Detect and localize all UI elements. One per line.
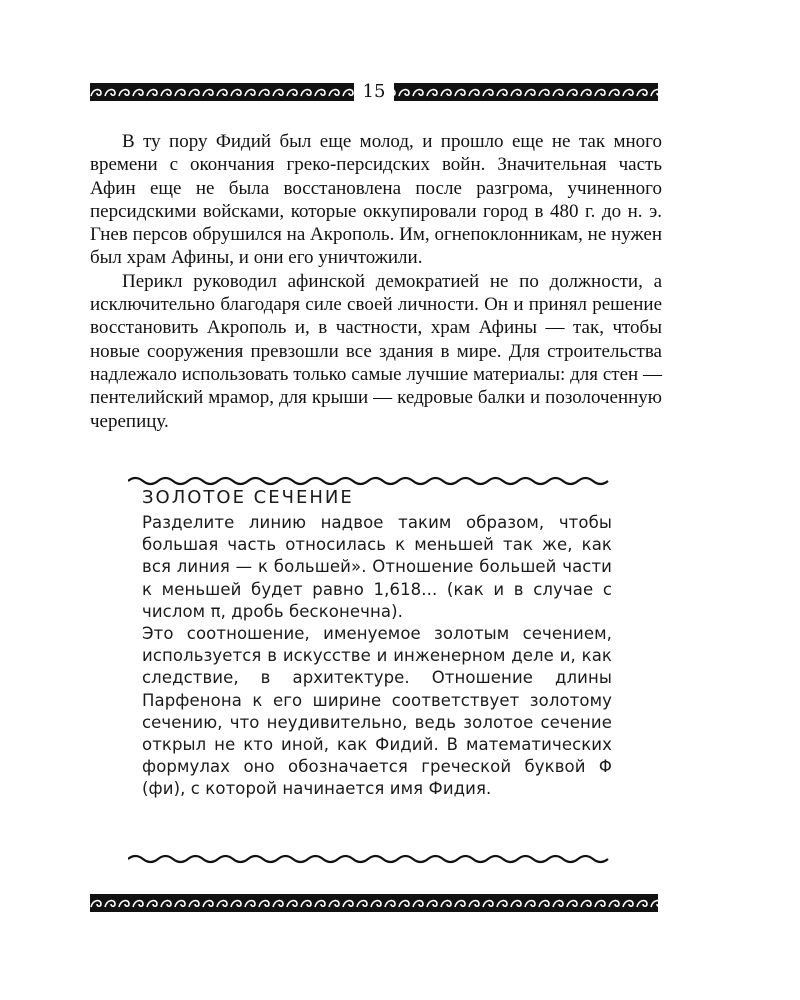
sidebar-paragraph-1: Разделите линию надвое таким образом, чтобы большая часть относилась к меньшей так же, как вся линия — к большей». Отношение большей части к меньшей будет равно 1,618... (как и в случае с числом π, дробь бесконечна). bbox=[142, 513, 612, 621]
sidebar-title: ЗОЛОТОЕ СЕЧЕНИЕ bbox=[142, 487, 354, 508]
page-number: 15 bbox=[354, 81, 394, 103]
bottom-ornament-border bbox=[90, 894, 658, 912]
sidebar-top-wave bbox=[128, 472, 610, 484]
sidebar-bottom-wave bbox=[128, 850, 610, 862]
golden-ratio-sidebar bbox=[142, 486, 612, 801]
paragraph-1: В ту пору Фидий был еще молод, и прошло еще не так много времени с окончания греко-персидских войн. Значительная часть Афин еще не была восстановлена после разгрома, учиненного персидскими войсками, которые оккупировали город в 480 г. до н. э. Гнев персов обрушился на Акрополь. Им, огнепоклонникам, не нужен был храм Афины, и они его уничтожили. bbox=[90, 131, 662, 269]
sidebar-paragraph-2: Это соотношение, именуемое золотым сечением, используется в искусстве и инженерном деле и, как следствие, в архитектуре. Отношение длины Парфенона к его ширине соответствует золотому сечению, что неудивительно, ведь золотое сечение открыл не кто иной, как Фидий. В математических формулах оно обозначается греческой буквой Φ (фи), с которой начинается имя Фидия. bbox=[142, 624, 612, 799]
paragraph-2: Перикл руководил афинской демократией не по должности, а исключительно благодаря силе своей личности. Он и принял решение восстановить Акрополь и, в частности, храм Афины — так, чтобы новые сооружения превзошли все здания в мире. Для строительства надлежало использовать только самые лучшие материалы: для стен — пентелийский мрамор, для крыши — кедровые балки и позолоченную черепицу. bbox=[90, 270, 662, 432]
main-text bbox=[90, 130, 662, 433]
